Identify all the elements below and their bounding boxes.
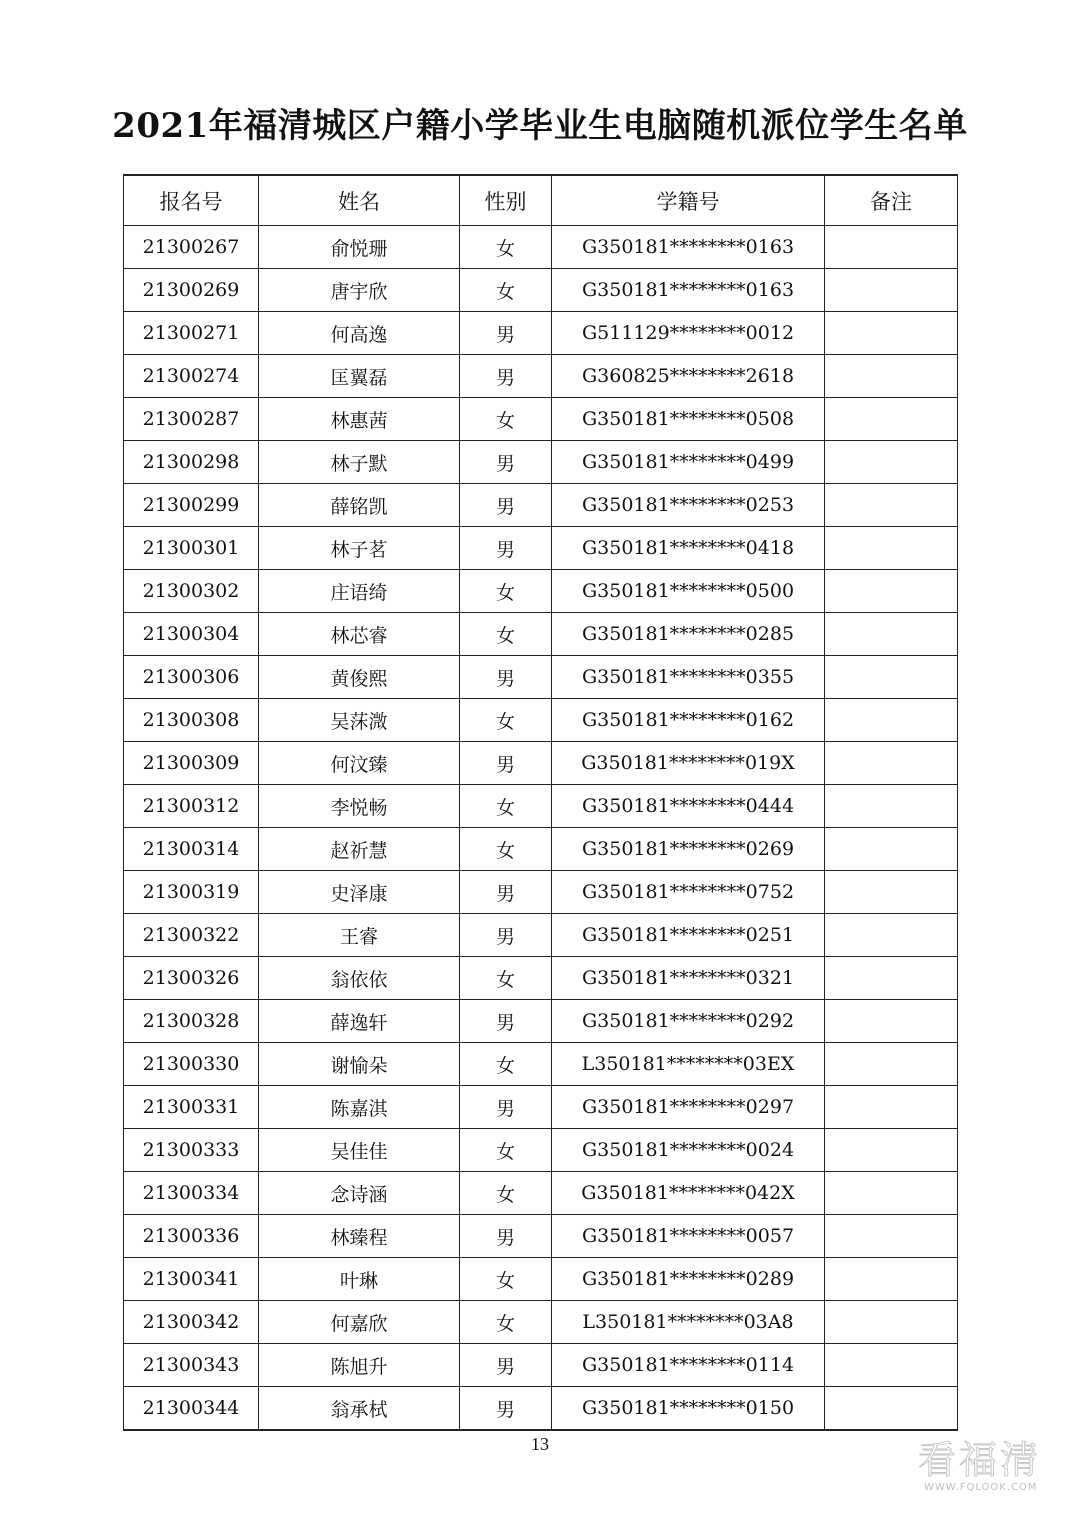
cell-student-no: G350181********0163 <box>552 269 825 312</box>
table-row <box>124 398 958 441</box>
cell-note <box>825 656 958 699</box>
table-row <box>124 957 958 1000</box>
cell-note <box>825 785 958 828</box>
cell-registration-no: 21300334 <box>124 1172 259 1215</box>
table-row <box>124 1086 958 1129</box>
cell-registration-no: 21300333 <box>124 1129 259 1172</box>
cell-gender: 女 <box>460 1258 552 1301</box>
table-row <box>124 785 958 828</box>
cell-registration-no: 21300331 <box>124 1086 259 1129</box>
cell-gender: 男 <box>460 1215 552 1258</box>
cell-note <box>825 355 958 398</box>
cell-name: 吴莯溦 <box>259 699 460 742</box>
header-student-no: 学籍号 <box>552 175 825 226</box>
cell-note <box>825 613 958 656</box>
cell-note <box>825 742 958 785</box>
cell-student-no: G350181********0355 <box>552 656 825 699</box>
cell-student-no: G350181********0752 <box>552 871 825 914</box>
cell-student-no: G350181********0499 <box>552 441 825 484</box>
cell-name: 史泽康 <box>259 871 460 914</box>
cell-name: 林子默 <box>259 441 460 484</box>
cell-registration-no: 21300341 <box>124 1258 259 1301</box>
cell-gender: 男 <box>460 914 552 957</box>
cell-registration-no: 21300314 <box>124 828 259 871</box>
cell-registration-no: 21300312 <box>124 785 259 828</box>
cell-gender: 男 <box>460 871 552 914</box>
cell-gender: 女 <box>460 1301 552 1344</box>
cell-student-no: G350181********0163 <box>552 226 825 269</box>
table-row <box>124 269 958 312</box>
cell-note <box>825 871 958 914</box>
document-title: 2021年福清城区户籍小学毕业生电脑随机派位学生名单 <box>112 106 968 146</box>
table-row <box>124 1129 958 1172</box>
table-row <box>124 1043 958 1086</box>
cell-note <box>825 1301 958 1344</box>
cell-registration-no: 21300287 <box>124 398 259 441</box>
cell-note <box>825 1172 958 1215</box>
cell-note <box>825 1215 958 1258</box>
cell-gender: 男 <box>460 1086 552 1129</box>
cell-registration-no: 21300301 <box>124 527 259 570</box>
cell-note <box>825 1387 958 1431</box>
cell-student-no: G350181********0253 <box>552 484 825 527</box>
cell-gender: 女 <box>460 398 552 441</box>
cell-name: 何汶臻 <box>259 742 460 785</box>
cell-name: 何嘉欣 <box>259 1301 460 1344</box>
table-row <box>124 484 958 527</box>
watermark-logo <box>918 1438 1058 1510</box>
header-gender: 性别 <box>460 175 552 226</box>
table-row <box>124 699 958 742</box>
cell-gender: 男 <box>460 355 552 398</box>
cell-registration-no: 21300344 <box>124 1387 259 1431</box>
table-row <box>124 871 958 914</box>
table-row <box>124 1344 958 1387</box>
table-row <box>124 1172 958 1215</box>
header-registration-no: 报名号 <box>124 175 259 226</box>
cell-note <box>825 914 958 957</box>
cell-gender: 男 <box>460 484 552 527</box>
cell-name: 黄俊熙 <box>259 656 460 699</box>
cell-registration-no: 21300326 <box>124 957 259 1000</box>
cell-gender: 男 <box>460 527 552 570</box>
cell-gender: 女 <box>460 1043 552 1086</box>
cell-registration-no: 21300322 <box>124 914 259 957</box>
cell-student-no: L350181********03EX <box>552 1043 825 1086</box>
cell-student-no: L350181********03A8 <box>552 1301 825 1344</box>
cell-registration-no: 21300342 <box>124 1301 259 1344</box>
cell-student-no: G350181********0297 <box>552 1086 825 1129</box>
cell-note <box>825 957 958 1000</box>
cell-name: 林臻程 <box>259 1215 460 1258</box>
cell-note <box>825 527 958 570</box>
cell-student-no: G350181********0508 <box>552 398 825 441</box>
table-row <box>124 226 958 269</box>
table-row <box>124 613 958 656</box>
cell-name: 匡翼磊 <box>259 355 460 398</box>
cell-name: 林子茗 <box>259 527 460 570</box>
cell-gender: 男 <box>460 441 552 484</box>
cell-name: 赵祈慧 <box>259 828 460 871</box>
header-note: 备注 <box>825 175 958 226</box>
cell-note <box>825 1344 958 1387</box>
cell-name: 陈嘉淇 <box>259 1086 460 1129</box>
cell-name: 林惠茜 <box>259 398 460 441</box>
cell-name: 王睿 <box>259 914 460 957</box>
cell-gender: 女 <box>460 828 552 871</box>
cell-note <box>825 699 958 742</box>
cell-gender: 男 <box>460 656 552 699</box>
table-row <box>124 1000 958 1043</box>
cell-gender: 女 <box>460 570 552 613</box>
table-row <box>124 570 958 613</box>
cell-note <box>825 828 958 871</box>
cell-student-no: G350181********0289 <box>552 1258 825 1301</box>
cell-name: 林芯睿 <box>259 613 460 656</box>
cell-gender: 男 <box>460 1344 552 1387</box>
cell-student-no: G350181********0114 <box>552 1344 825 1387</box>
cell-registration-no: 21300306 <box>124 656 259 699</box>
cell-registration-no: 21300319 <box>124 871 259 914</box>
cell-note <box>825 1129 958 1172</box>
cell-name: 翁依依 <box>259 957 460 1000</box>
cell-gender: 男 <box>460 1387 552 1431</box>
table-body <box>124 226 958 1431</box>
cell-registration-no: 21300328 <box>124 1000 259 1043</box>
cell-name: 何高逸 <box>259 312 460 355</box>
cell-note <box>825 1043 958 1086</box>
cell-note <box>825 1258 958 1301</box>
cell-name: 叶琳 <box>259 1258 460 1301</box>
cell-name: 俞悦珊 <box>259 226 460 269</box>
cell-registration-no: 21300302 <box>124 570 259 613</box>
cell-student-no: G360825********2618 <box>552 355 825 398</box>
cell-gender: 女 <box>460 957 552 1000</box>
table-row <box>124 527 958 570</box>
cell-registration-no: 21300304 <box>124 613 259 656</box>
cell-gender: 男 <box>460 312 552 355</box>
cell-student-no: G350181********0150 <box>552 1387 825 1431</box>
cell-student-no: G350181********0057 <box>552 1215 825 1258</box>
cell-gender: 女 <box>460 613 552 656</box>
cell-registration-no: 21300271 <box>124 312 259 355</box>
table-row <box>124 441 958 484</box>
cell-student-no: G350181********0251 <box>552 914 825 957</box>
watermark-url: WWW.FQLOOK.COM <box>924 1482 1038 1493</box>
cell-registration-no: 21300309 <box>124 742 259 785</box>
cell-note <box>825 398 958 441</box>
table-header-row <box>124 175 958 226</box>
table-row <box>124 1387 958 1431</box>
cell-name: 陈旭升 <box>259 1344 460 1387</box>
table-row <box>124 1215 958 1258</box>
header-name: 姓名 <box>259 175 460 226</box>
cell-student-no: G350181********0444 <box>552 785 825 828</box>
cell-gender: 女 <box>460 1172 552 1215</box>
cell-student-no: G350181********019X <box>552 742 825 785</box>
page-number: 13 <box>531 1434 549 1454</box>
cell-gender: 女 <box>460 1129 552 1172</box>
table-row <box>124 742 958 785</box>
table-row <box>124 1258 958 1301</box>
cell-student-no: G350181********0285 <box>552 613 825 656</box>
cell-note <box>825 1000 958 1043</box>
cell-gender: 女 <box>460 226 552 269</box>
cell-name: 吴佳佳 <box>259 1129 460 1172</box>
cell-name: 薛逸轩 <box>259 1000 460 1043</box>
cell-registration-no: 21300330 <box>124 1043 259 1086</box>
cell-note <box>825 441 958 484</box>
cell-gender: 女 <box>460 699 552 742</box>
cell-note <box>825 570 958 613</box>
cell-student-no: G350181********0162 <box>552 699 825 742</box>
cell-note <box>825 1086 958 1129</box>
table-row <box>124 656 958 699</box>
cell-name: 唐宇欣 <box>259 269 460 312</box>
cell-registration-no: 21300267 <box>124 226 259 269</box>
cell-gender: 女 <box>460 269 552 312</box>
cell-gender: 男 <box>460 742 552 785</box>
cell-registration-no: 21300308 <box>124 699 259 742</box>
cell-student-no: G511129********0012 <box>552 312 825 355</box>
table-row <box>124 828 958 871</box>
cell-note <box>825 226 958 269</box>
cell-registration-no: 21300299 <box>124 484 259 527</box>
table-row <box>124 355 958 398</box>
watermark-text: 看福清 <box>918 1438 1042 1482</box>
cell-name: 李悦畅 <box>259 785 460 828</box>
cell-student-no: G350181********0321 <box>552 957 825 1000</box>
cell-student-no: G350181********0024 <box>552 1129 825 1172</box>
cell-gender: 男 <box>460 1000 552 1043</box>
cell-name: 庄语绮 <box>259 570 460 613</box>
cell-student-no: G350181********0292 <box>552 1000 825 1043</box>
cell-name: 念诗涵 <box>259 1172 460 1215</box>
cell-registration-no: 21300274 <box>124 355 259 398</box>
cell-registration-no: 21300269 <box>124 269 259 312</box>
table-row <box>124 1301 958 1344</box>
cell-gender: 女 <box>460 785 552 828</box>
cell-student-no: G350181********0269 <box>552 828 825 871</box>
cell-student-no: G350181********0500 <box>552 570 825 613</box>
cell-registration-no: 21300343 <box>124 1344 259 1387</box>
cell-name: 薛铭凯 <box>259 484 460 527</box>
student-roster-table <box>123 174 958 1431</box>
table-row <box>124 914 958 957</box>
cell-note <box>825 312 958 355</box>
cell-name: 谢愉朵 <box>259 1043 460 1086</box>
cell-note <box>825 484 958 527</box>
cell-registration-no: 21300336 <box>124 1215 259 1258</box>
cell-student-no: G350181********0418 <box>552 527 825 570</box>
cell-note <box>825 269 958 312</box>
cell-student-no: G350181********042X <box>552 1172 825 1215</box>
table-row <box>124 312 958 355</box>
cell-name: 翁承栻 <box>259 1387 460 1431</box>
cell-registration-no: 21300298 <box>124 441 259 484</box>
